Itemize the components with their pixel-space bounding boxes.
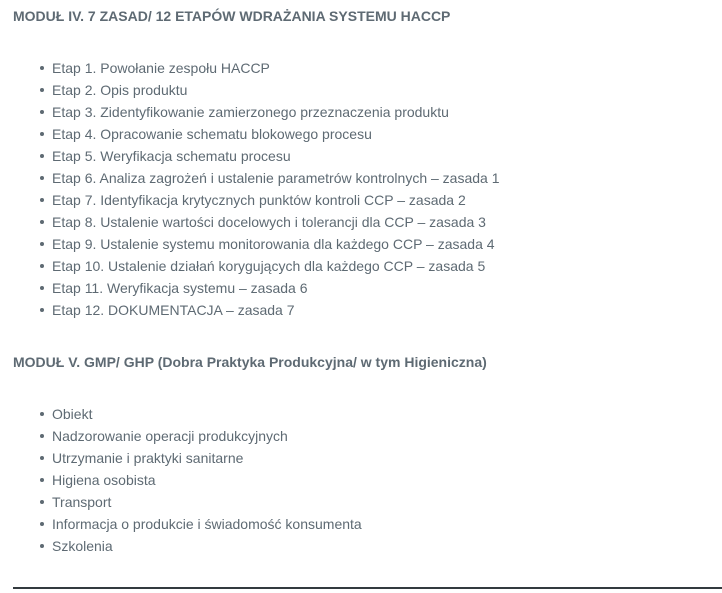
list-item: Etap 5. Weryfikacja schematu procesu (52, 145, 500, 167)
list-item: Szkolenia (52, 535, 362, 557)
list-item: Etap 12. DOKUMENTACJA – zasada 7 (52, 299, 500, 321)
module-v-heading: MODUŁ V. GMP/ GHP (Dobra Praktyka Produkcyjna/ w tym Higieniczna) (13, 354, 487, 370)
list-item: Etap 3. Zidentyfikowanie zamierzonego przeznaczenia produktu (52, 101, 500, 123)
list-item: Obiekt (52, 403, 362, 425)
list-item: Etap 7. Identyfikacja krytycznych punktów kontroli CCP – zasada 2 (52, 189, 500, 211)
list-item: Higiena osobista (52, 469, 362, 491)
list-item: Nadzorowanie operacji produkcyjnych (52, 425, 362, 447)
list-item: Etap 1. Powołanie zespołu HACCP (52, 57, 500, 79)
list-item: Utrzymanie i praktyki sanitarne (52, 447, 362, 469)
module-iv-heading: MODUŁ IV. 7 ZASAD/ 12 ETAPÓW WDRAŻANIA SYSTEMU HACCP (13, 8, 451, 24)
module-iv-list (13, 57, 500, 321)
list-item: Informacja o produkcie i świadomość konsumenta (52, 513, 362, 535)
list-item: Etap 2. Opis produktu (52, 79, 500, 101)
module-v-list (13, 403, 362, 557)
list-item: Etap 11. Weryfikacja systemu – zasada 6 (52, 277, 500, 299)
list-item: Etap 8. Ustalenie wartości docelowych i tolerancji dla CCP – zasada 3 (52, 211, 500, 233)
list-item: Etap 10. Ustalenie działań korygujących dla każdego CCP – zasada 5 (52, 255, 500, 277)
list-item: Etap 9. Ustalenie systemu monitorowania dla każdego CCP – zasada 4 (52, 233, 500, 255)
list-item: Etap 4. Opracowanie schematu blokowego procesu (52, 123, 500, 145)
list-item: Transport (52, 491, 362, 513)
list-item: Etap 6. Analiza zagrożeń i ustalenie parametrów kontrolnych – zasada 1 (52, 167, 500, 189)
horizontal-divider (13, 587, 722, 589)
